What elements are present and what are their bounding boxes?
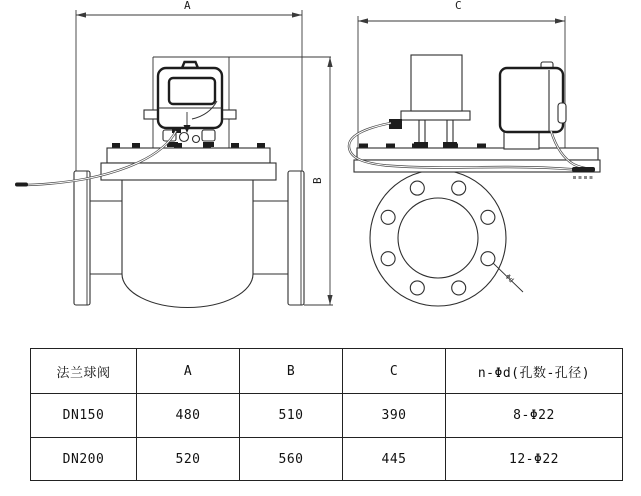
- cable-note-text: [573, 176, 593, 179]
- cell-dim-b: 560: [240, 438, 343, 481]
- flange-bore: [398, 198, 478, 278]
- side-view-drawing: [349, 0, 600, 306]
- table-row: [31, 438, 623, 481]
- valve-top-flange: [101, 143, 276, 180]
- dim-a-label: A: [184, 0, 191, 12]
- pipe-flange-left: [74, 171, 90, 305]
- header-dim-a: A: [137, 349, 240, 394]
- cell-model: DN150: [31, 394, 137, 438]
- cell-bolt-spec: 8-Φ22: [446, 394, 623, 438]
- meter-head: [144, 62, 236, 147]
- cell-dim-a: 480: [137, 394, 240, 438]
- counter-box: [389, 55, 470, 148]
- cell-dim-b: 510: [240, 394, 343, 438]
- front-view-drawing: [15, 0, 333, 307]
- spec-table: [30, 348, 623, 481]
- cable-connector-tip: [15, 183, 28, 187]
- dim-c-label: C: [455, 0, 462, 12]
- table-header-row: [31, 349, 623, 394]
- cell-dim-c: 445: [343, 438, 446, 481]
- header-dim-b: B: [240, 349, 343, 394]
- header-bolt-spec: n-Φd(孔数-孔径): [446, 349, 623, 394]
- flange-disc: [370, 170, 523, 306]
- pipe-flange-right: [288, 171, 304, 305]
- cell-model: DN200: [31, 438, 137, 481]
- cell-bolt-spec: 12-Φ22: [446, 438, 623, 481]
- actuator-box: [500, 62, 566, 149]
- valve-body: [90, 180, 288, 307]
- cable-connector-tip: [572, 167, 595, 172]
- cell-dim-a: 520: [137, 438, 240, 481]
- table-row: [31, 394, 623, 438]
- header-dim-c: C: [343, 349, 446, 394]
- header-valve-type: 法兰球阀: [31, 349, 137, 394]
- bolt-hole-callout: [493, 263, 523, 292]
- bolt-hole-label: Φd: [503, 272, 516, 285]
- dim-b-label: B: [311, 177, 324, 184]
- meter-display: [169, 78, 215, 104]
- cell-dim-c: 390: [343, 394, 446, 438]
